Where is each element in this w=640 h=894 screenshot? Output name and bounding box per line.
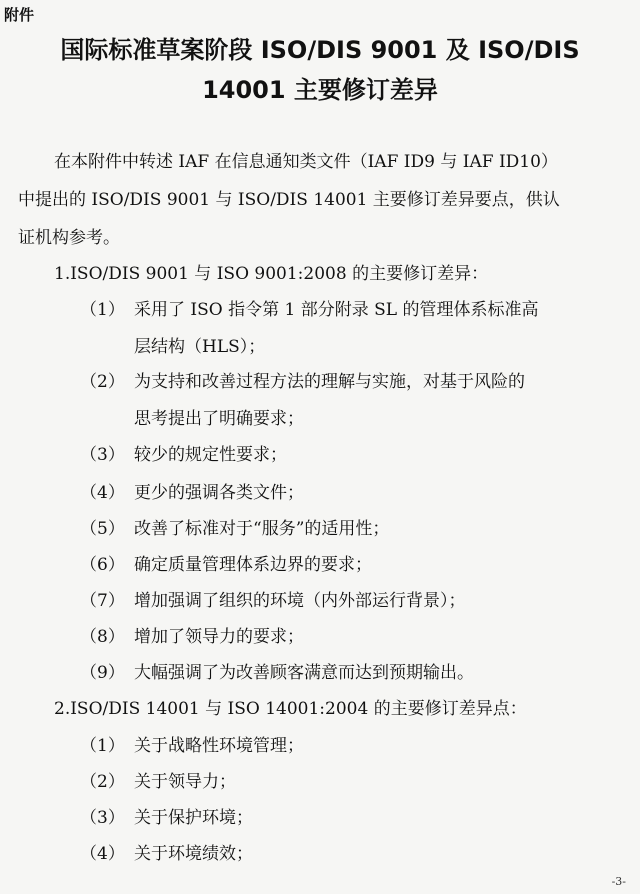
intro-line-1: 在本附件中转述 IAF 在信息通知类文件（IAF ID9 与 IAF ID10） <box>54 152 558 172</box>
attachment-label: 附件 <box>4 6 35 24</box>
item-text: 关于保护环境； <box>134 808 253 828</box>
item-number: （1） <box>80 300 125 320</box>
item-text: 增加了领导力的要求； <box>134 627 304 647</box>
item-text: 关于领导力； <box>134 772 236 792</box>
item-number: （7） <box>80 591 125 611</box>
section-1-heading: 1.ISO/DIS 9001 与 ISO 9001:2008 的主要修订差异： <box>54 264 489 284</box>
page-number: -3- <box>611 875 626 888</box>
item-text: 为支持和改善过程方法的理解与实施，对基于风险的 <box>134 372 525 392</box>
item-text: 大幅强调了为改善顾客满意而达到预期输出。 <box>134 663 474 683</box>
item-number: （5） <box>80 519 125 539</box>
item-number: （3） <box>80 445 125 465</box>
item-text: 关于环境绩效； <box>134 844 253 864</box>
document-title-line-2: 14001 主要修订差异 <box>202 76 438 104</box>
item-number: （3） <box>80 808 125 828</box>
item-number: （2） <box>80 372 125 392</box>
item-text: 较少的规定性要求； <box>134 445 287 465</box>
section-2-heading: 2.ISO/DIS 14001 与 ISO 14001:2004 的主要修订差异点： <box>54 699 527 719</box>
item-text: 增加强调了组织的环境（内外部运行背景）； <box>134 591 466 611</box>
document-title-line-1: 国际标准草案阶段 ISO/DIS 9001 及 ISO/DIS <box>60 36 580 64</box>
item-text: 关于战略性环境管理； <box>134 736 304 756</box>
item-number: （8） <box>80 627 125 647</box>
item-number: （2） <box>80 772 125 792</box>
intro-line-2: 中提出的 ISO/DIS 9001 与 ISO/DIS 14001 主要修订差异要点，供认 <box>18 190 560 210</box>
item-text: 改善了标准对于“服务”的适用性； <box>134 519 390 539</box>
item-text-continuation: 层结构（HLS）； <box>134 337 266 357</box>
item-number: （4） <box>80 483 125 503</box>
item-text: 更少的强调各类文件； <box>134 483 304 503</box>
item-text: 确定质量管理体系边界的要求； <box>134 555 372 575</box>
item-number: （6） <box>80 555 125 575</box>
item-text-continuation: 思考提出了明确要求； <box>134 409 304 429</box>
item-number: （4） <box>80 844 125 864</box>
intro-line-3: 证机构参考。 <box>18 228 120 248</box>
item-number: （9） <box>80 663 125 683</box>
item-text: 采用了 ISO 指令第 1 部分附录 SL 的管理体系标准高 <box>134 300 539 320</box>
item-number: （1） <box>80 736 125 756</box>
